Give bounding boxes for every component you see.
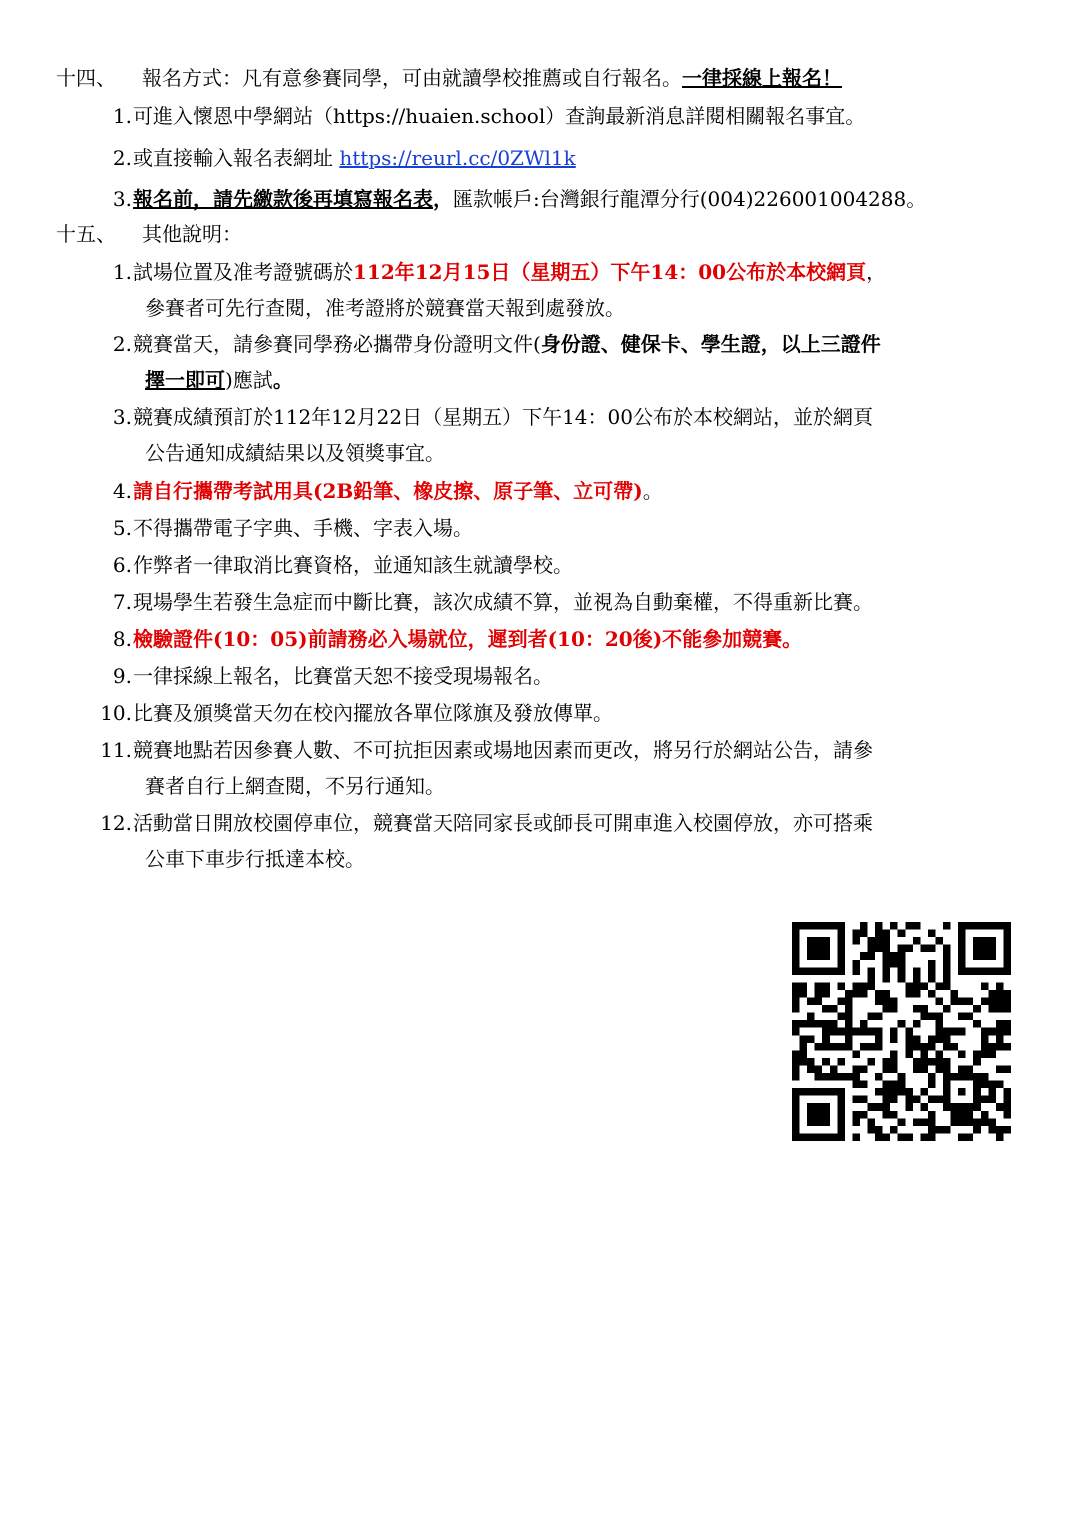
item-text: 競賽當天，請參賽同學務必攜帶身份證明文件(	[133, 332, 541, 356]
item-text: 活動當日開放校園停車位，競賽當天陪同家長或師長可開車進入校園停放，亦可搭乘	[133, 811, 873, 835]
item-number: 1.	[112, 260, 132, 284]
section-15-title: 其他說明：	[142, 222, 242, 246]
item-text: 匯款帳戶:台灣銀行龍潭分行(004)226001004288。	[453, 187, 927, 211]
item-text: 可進入懷恩中學網站（https://huaien.school）查詢最新消息詳閱相關報名事宜。	[133, 104, 866, 128]
item-number: 7.	[112, 590, 132, 614]
section-15-item-6	[100, 547, 1030, 583]
item-punct: 。	[272, 368, 293, 392]
item-number: 6.	[112, 553, 132, 577]
item-text: 或直接輸入報名表網址	[133, 146, 340, 170]
section-15-item-7	[100, 584, 1030, 620]
item-bold-text: 身份證、健保卡、學生證，以上三證件	[540, 332, 881, 356]
section-14-item-1	[100, 98, 1030, 134]
item-text: 競賽成績預訂於112年12月22日（星期五）下午14：00公布於本校網站，並於網頁	[133, 405, 873, 429]
section-15-item-2	[100, 326, 1030, 398]
section-14-lead: 報名方式：凡有意參賽同學，可由就讀學校推薦或自行報名。	[142, 66, 682, 90]
item-number: 12.	[100, 811, 132, 835]
registration-qr-code	[792, 922, 1011, 1141]
item-punct: ，	[433, 187, 453, 211]
item-number: 3.	[112, 405, 132, 429]
section-14-heading	[56, 66, 842, 90]
section-15-item-4	[100, 473, 1030, 509]
section-15-item-12	[100, 805, 1030, 877]
item-punct: 。	[642, 479, 663, 503]
item-continuation: 公車下車步行抵達本校。	[145, 847, 365, 871]
section-15-item-8	[100, 621, 1030, 657]
section-14-item-2	[100, 140, 1030, 176]
item-number: 2.	[112, 332, 132, 356]
item-number: 3.	[112, 187, 132, 211]
section-15-item-11	[100, 732, 1030, 804]
section-14-item-3	[100, 181, 1030, 217]
item-text: 作弊者一律取消比賽資格，並通知該生就讀學校。	[133, 553, 573, 577]
item-number: 4.	[112, 479, 132, 503]
item-number: 9.	[112, 664, 132, 688]
item-continuation: 參賽者可先行查閱，准考證將於競賽當天報到處發放。	[145, 296, 625, 320]
item-text: 比賽及頒獎當天勿在校內擺放各單位隊旗及發放傳單。	[133, 701, 613, 725]
section-15-item-1	[100, 254, 1030, 326]
section-15-number: 十五、	[56, 222, 116, 246]
item-number: 2.	[112, 146, 132, 170]
item-red-text: 請自行攜帶考試用具(2B鉛筆、橡皮擦、原子筆、立可帶)	[133, 479, 643, 503]
item-number: 1.	[112, 104, 132, 128]
item-red-text: 檢驗證件(10：05)前請務必入場就位，遲到者(10：20後)不能參加競賽。	[133, 627, 803, 651]
item-text: 現場學生若發生急症而中斷比賽，該次成績不算，並視為自動棄權，不得重新比賽。	[133, 590, 873, 614]
item-text: 一律採線上報名，比賽當天恕不接受現場報名。	[133, 664, 553, 688]
item-continuation: )應試	[225, 368, 273, 392]
section-15-item-5	[100, 510, 1030, 546]
item-text: 競賽地點若因參賽人數、不可抗拒因素或場地因素而更改，將另行於網站公告，請參	[133, 738, 873, 762]
item-continuation: 公告通知成績結果以及領獎事宜。	[145, 441, 445, 465]
item-number: 10.	[100, 701, 132, 725]
item-punct: ，	[866, 260, 887, 284]
item-text: 不得攜帶電子字典、手機、字表入場。	[133, 516, 473, 540]
item-number: 8.	[112, 627, 132, 651]
item-number: 11.	[100, 738, 132, 762]
section-15-heading	[56, 222, 242, 246]
item-red-text: 112年12月15日（星期五）下午14：00公布於本校網頁	[353, 260, 867, 284]
item-number: 5.	[112, 516, 132, 540]
section-15-item-10	[100, 695, 1030, 731]
section-14-emphasis: 一律採線上報名！	[682, 66, 842, 90]
section-14-number: 十四、	[56, 66, 116, 90]
item-text: 試場位置及准考證號碼於	[133, 260, 353, 284]
item-emphasis: 報名前，請先繳款後再填寫報名表	[133, 187, 433, 211]
registration-form-link[interactable]: https://reurl.cc/0ZWl1k	[339, 146, 576, 170]
item-bold-underline: 擇一即可	[145, 368, 225, 392]
section-15-item-9	[100, 658, 1030, 694]
item-continuation: 賽者自行上網查閱，不另行通知。	[145, 774, 445, 798]
section-15-item-3	[100, 399, 1030, 471]
